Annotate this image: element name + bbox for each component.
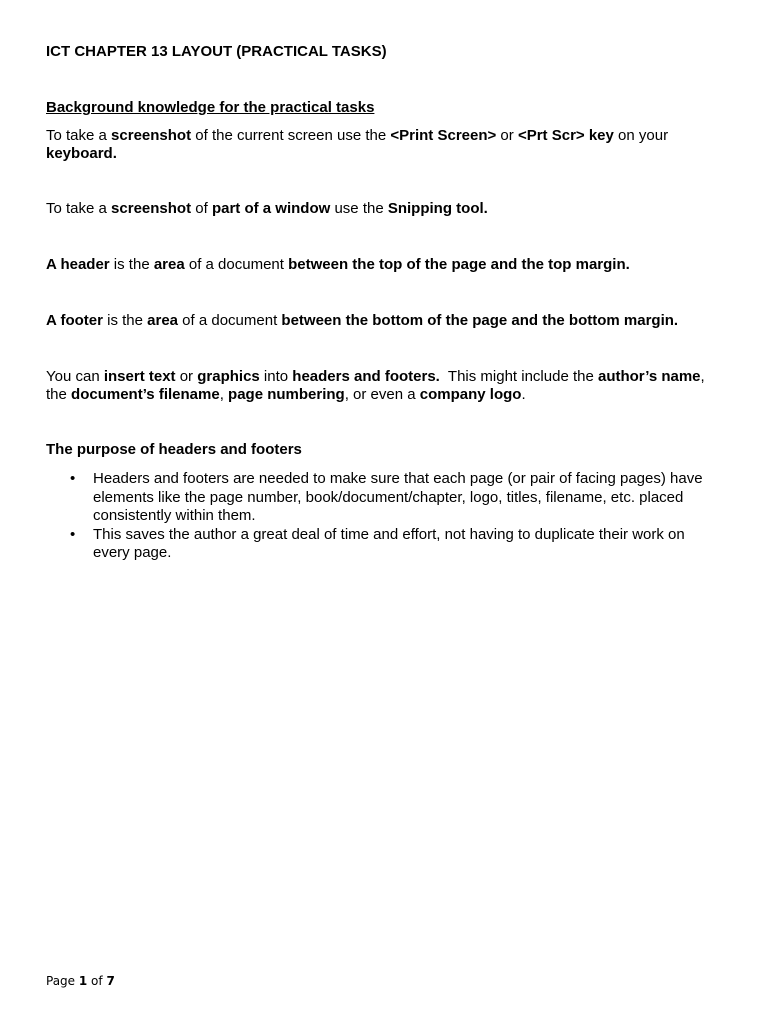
paragraph-insert-content <box>46 368 726 404</box>
bold-run: between the top of the page and the top margin. <box>288 256 630 273</box>
section-heading-purpose: The purpose of headers and footers <box>46 441 302 458</box>
text-run: This might include the <box>439 368 598 385</box>
document-title: ICT CHAPTER 13 LAYOUT (PRACTICAL TASKS) <box>46 43 387 60</box>
text-run: , <box>219 386 229 403</box>
text-run: into <box>259 368 293 385</box>
paragraph-print-screen <box>46 127 726 163</box>
text-run: To take a <box>46 200 112 217</box>
text-run: of a document <box>184 256 289 273</box>
text-run: of a document <box>178 312 282 329</box>
bold-run: Snipping tool. <box>387 200 488 217</box>
bold-run: A header <box>46 256 110 273</box>
text-run: is the <box>109 256 154 273</box>
text-run: of <box>191 200 212 217</box>
text-run: , the <box>46 368 705 403</box>
page-label: Page <box>46 974 79 988</box>
bold-run: author’s name <box>597 368 701 385</box>
bold-run: headers and footers. <box>292 368 440 385</box>
text-run: of the current screen use the <box>191 127 391 144</box>
list-item <box>46 526 716 563</box>
bold-run: area <box>147 312 179 329</box>
text-run: use the <box>330 200 388 217</box>
bold-run: insert text <box>103 368 176 385</box>
text-run: . <box>521 386 526 403</box>
bold-run: graphics <box>197 368 260 385</box>
of-label: of <box>87 974 107 988</box>
bold-run: screenshot <box>111 200 192 217</box>
page-footer <box>46 973 115 989</box>
text-run: on your <box>613 127 669 144</box>
bold-run: company logo <box>419 386 522 403</box>
list-item-text: This saves the author a great deal of time and effort, not having to duplicate their work on every page. <box>93 525 685 561</box>
bullet-list <box>46 470 716 563</box>
bold-run: part of a window <box>211 200 331 217</box>
text-run: is the <box>102 312 148 329</box>
bold-run: page numbering <box>228 386 345 403</box>
paragraph-snipping-tool <box>46 200 726 218</box>
bold-run: <Print Screen> <box>390 127 497 144</box>
bullet-icon: • <box>70 470 76 487</box>
paragraph-header-definition <box>46 256 726 274</box>
bold-run: document’s filename <box>71 386 220 403</box>
total-page-count: 7 <box>106 974 115 988</box>
bold-run: keyboard. <box>46 145 117 162</box>
text-run: , or even a <box>344 386 420 403</box>
text-run: To take a <box>46 127 112 144</box>
text-run: or <box>175 368 198 385</box>
bold-run: screenshot <box>111 127 192 144</box>
text-run: You can <box>46 368 104 385</box>
section-heading-background: Background knowledge for the practical tasks <box>46 99 375 116</box>
paragraph-footer-definition <box>46 312 726 330</box>
current-page-number: 1 <box>78 974 88 988</box>
bullet-icon: • <box>70 525 76 543</box>
list-item <box>46 470 716 526</box>
bold-run: area <box>153 256 185 273</box>
text-run: or <box>496 127 518 144</box>
bold-run: between the bottom of the page and the bottom margin. <box>281 312 679 329</box>
bold-run: <Prt Scr> key <box>517 127 614 144</box>
bold-run: A footer <box>46 312 103 329</box>
list-item-text: Headers and footers are needed to make sure that each page (or pair of facing pages) have elements like the page number, book/document/chapter, logo, titles, filename, etc. placed consistently within them. <box>93 470 703 524</box>
